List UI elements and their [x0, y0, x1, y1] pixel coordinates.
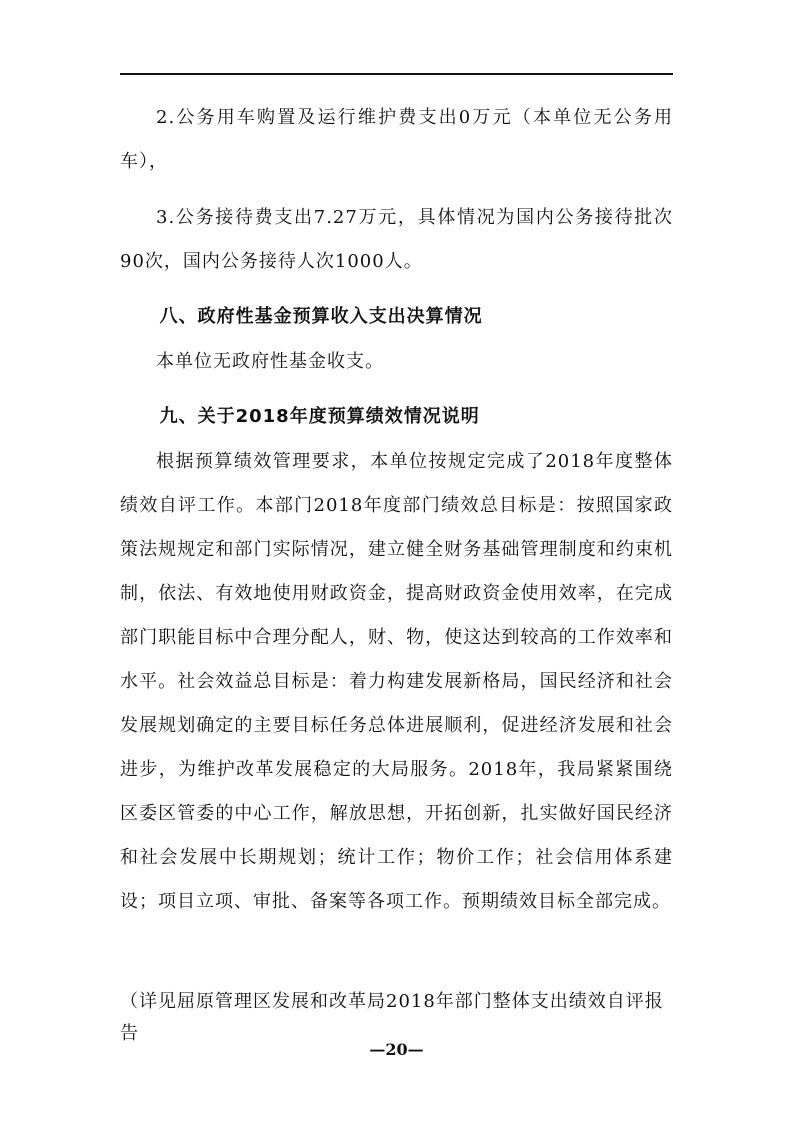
- paragraph-government-fund: 本单位无政府性基金收支。: [156, 351, 384, 372]
- paragraph-performance: 根据预算绩效管理要求，本单位按规定完成了2018年度整体绩效自评工作。本部门2018年度部门绩效总目标是：按照国家政策法规规定和部门实际情况，建立健全财务基础管理制度和约束机制，依法、有效地使用财政资金，提高财政资金使用效率，在完成部门职能目标中合理分配人，财、物，使这达到较高的工作效率和水平。社会效益总目标是：着力构建发展新格局，国民经济和社会发展规划确定的主要目标任务总体进展顺利，促进经济发展和社会进步，为维护改革发展稳定的大局服务。2018年，我局紧紧围绕区委区管委的中心工作，解放思想，开拓创新，扎实做好国民经济和社会发展中长期规划；统计工作；物价工作；社会信用体系建设；项目立项、审批、备案等各项工作。预期绩效目标全部完成。: [120, 451, 673, 912]
- paragraph-reception-expense: 3.公务接待费支出7.27万元，具体情况为国内公务接待批次90次，国内公务接待人次1000人。: [120, 207, 673, 272]
- paragraph-tail: （详见屈原管理区发展和改革局2018年部门整体支出绩效自评报告: [120, 991, 664, 1044]
- page-number: —20—: [369, 1040, 424, 1059]
- top-rule: [120, 73, 673, 75]
- heading-performance: 九、关于2018年度预算绩效情况说明: [159, 406, 480, 427]
- paragraph-vehicle-expense: 2.公务用车购置及运行维护费支出0万元（本单位无公务用车），: [120, 107, 673, 172]
- heading-government-fund: 八、政府性基金预算收入支出决算情况: [159, 306, 483, 327]
- document-body: [120, 96, 673, 924]
